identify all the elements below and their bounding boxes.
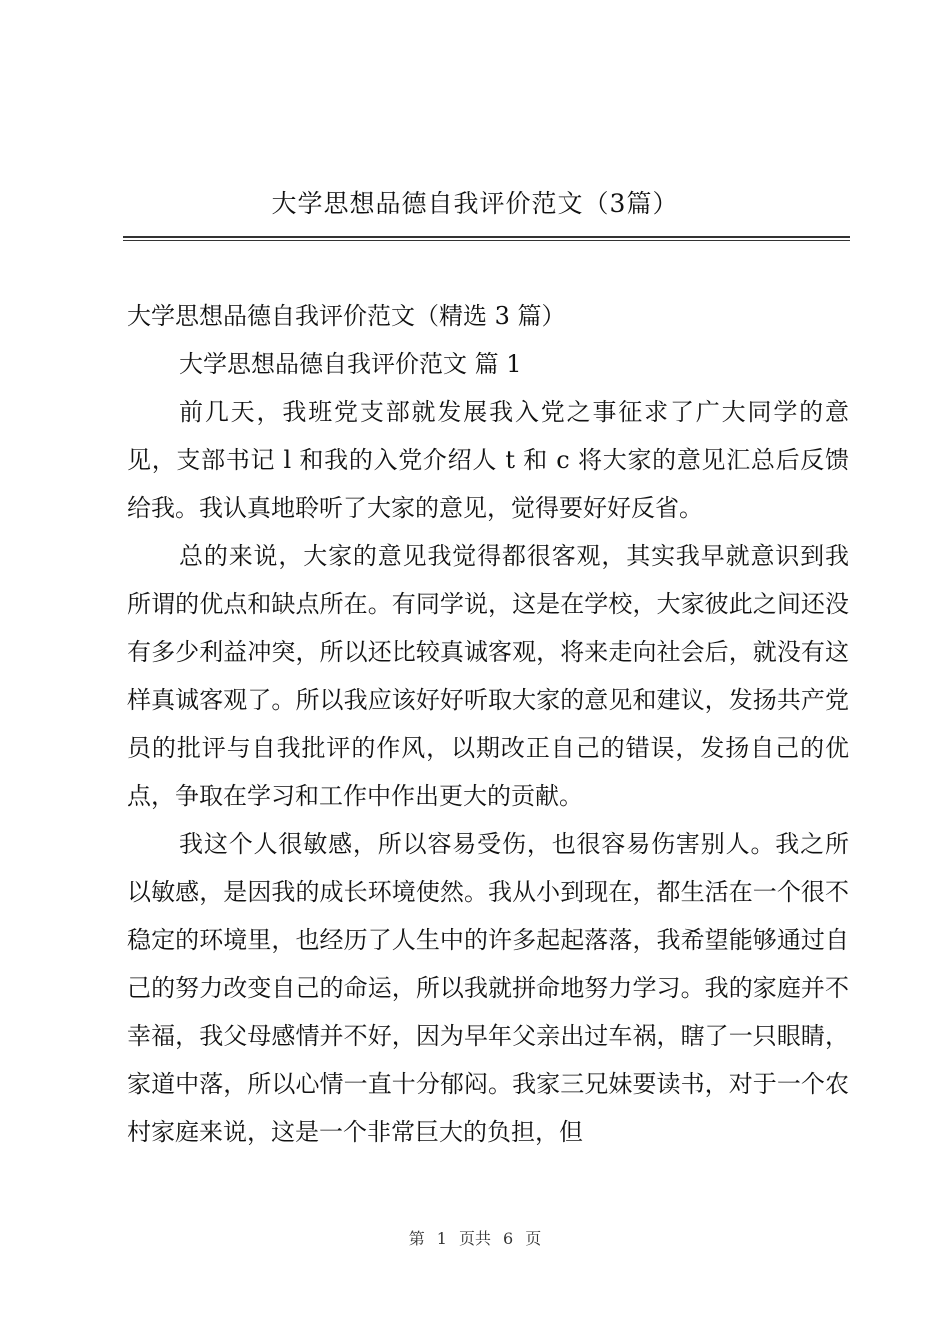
document-body [127,292,849,1156]
paragraph-3: 我这个人很敏感，所以容易受伤，也很容易伤害别人。我之所以敏感，是因我的成长环境使然。我从小到现在，都生活在一个很不稳定的环境里，也经历了人生中的许多起起落落，我希望能够通过自己的努力改变自己的命运，所以我就拼命地努力学习。我的家庭并不幸福，我父母感情并不好，因为早年父亲出过车祸，瞎了一只眼睛，家道中落，所以心情一直十分郁闷。我家三兄妹要读书，对于一个农村家庭来说，这是一个非常巨大的负担，但 [127,830,849,1146]
page-footer [0,1226,950,1249]
footer-suffix: 页 [525,1229,542,1248]
footer-current-page: 1 [436,1229,447,1248]
page-header-title: 大学思想品德自我评价范文（3篇） [271,189,679,218]
document-main-title: 大学思想品德自我评价范文（精选 3 篇） [127,302,566,330]
paragraph-1: 前几天，我班党支部就发展我入党之事征求了广大同学的意见，支部书记 l 和我的入党介绍人 t 和 c 将大家的意见汇总后反馈给我。我认真地聆听了大家的意见，觉得要好好反省。 [127,398,849,522]
paragraph-2: 总的来说，大家的意见我觉得都很客观，其实我早就意识到我所谓的优点和缺点所在。有同学说，这是在学校，大家彼此之间还没有多少利益冲突，所以还比较真诚客观，将来走向社会后，就没有这样真诚客观了。所以我应该好好听取大家的意见和建议，发扬共产党员的批评与自我批评的作风，以期改正自己的错误，发扬自己的优点，争取在学习和工作中作出更大的贡献。 [127,542,849,810]
footer-mid: 页共 [458,1229,491,1248]
footer-total-pages: 6 [503,1229,514,1248]
section-heading: 大学思想品德自我评价范文 篇 1 [179,350,522,378]
footer-prefix: 第 [408,1229,425,1248]
header-divider [123,236,850,241]
